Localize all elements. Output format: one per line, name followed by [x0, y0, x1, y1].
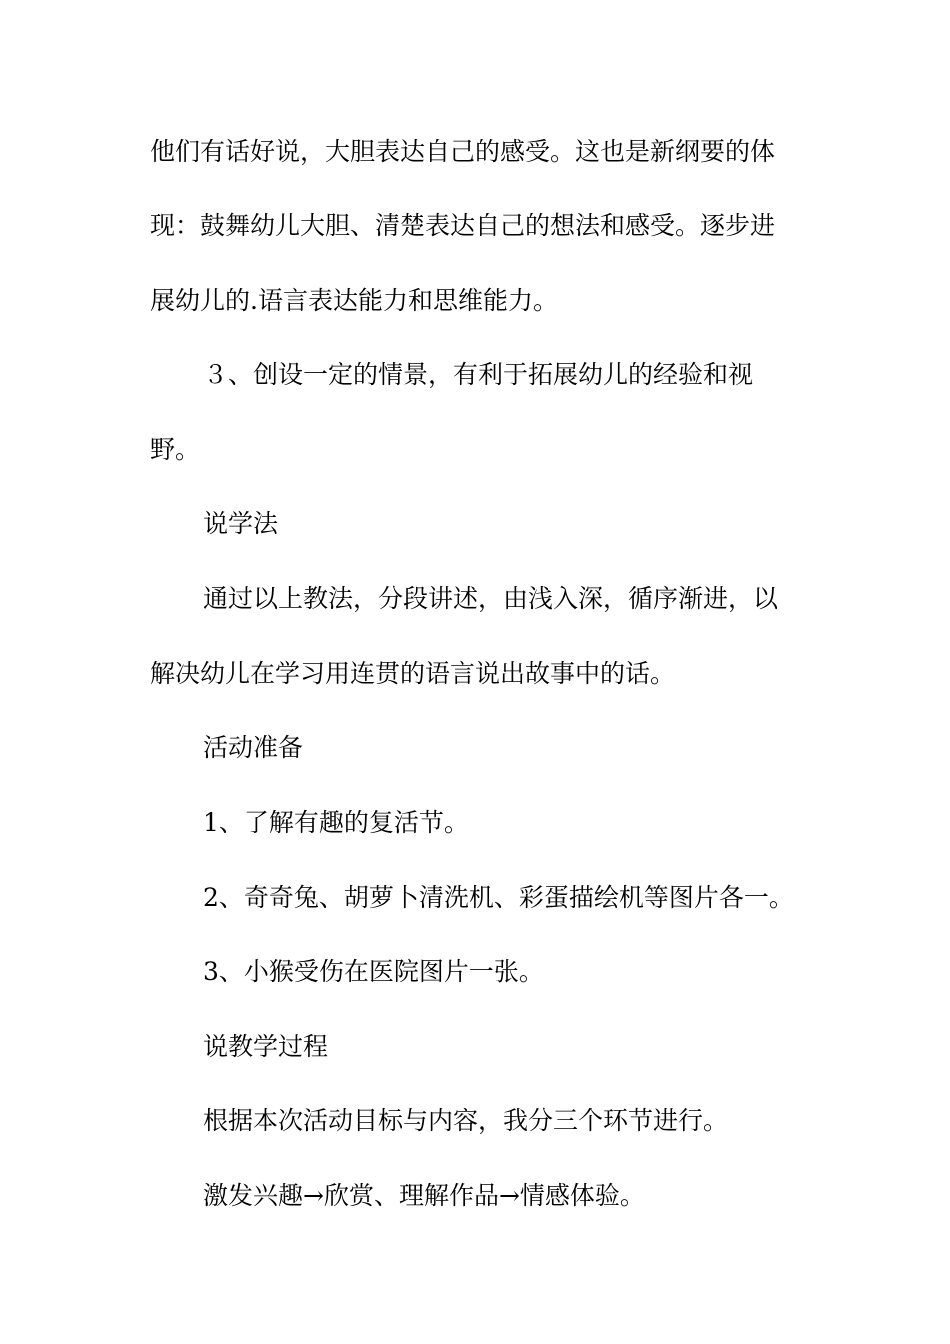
paragraph-line: 根据本次活动目标与内容，我分三个环节进行。: [203, 1106, 729, 1135]
paragraph-line: 展幼儿的.语言表达能力和思维能力。: [150, 286, 558, 315]
paragraph-line: ３、创设一定的情景，有利于拓展幼儿的经验和视: [203, 360, 754, 389]
paragraph-line: 激发兴趣→欣赏、理解作品→情感体验。: [203, 1181, 645, 1210]
paragraph-line: 他们有话好说，大胆表达自己的感受。这也是新纲要的体: [150, 137, 776, 166]
paragraph-line: 野。: [150, 435, 201, 464]
list-item: 2、奇奇兔、胡萝卜清洗机、彩蛋描绘机等图片各一。: [203, 883, 794, 912]
paragraph-line: 解决幼儿在学习用连贯的语言说出故事中的话。: [150, 659, 676, 688]
list-item: 1、了解有趣的复活节。: [203, 808, 469, 837]
paragraph-line: 现：鼓舞幼儿大胆、清楚表达自己的想法和感受。逐步进: [150, 211, 776, 240]
list-item: 3、小猴受伤在医院图片一张。: [203, 957, 544, 986]
paragraph-line: 通过以上教法，分段讲述，由浅入深，循序渐进，以: [203, 584, 779, 613]
section-heading: 说教学过程: [203, 1032, 329, 1061]
section-heading: 说学法: [203, 509, 279, 538]
section-heading: 活动准备: [203, 733, 304, 762]
